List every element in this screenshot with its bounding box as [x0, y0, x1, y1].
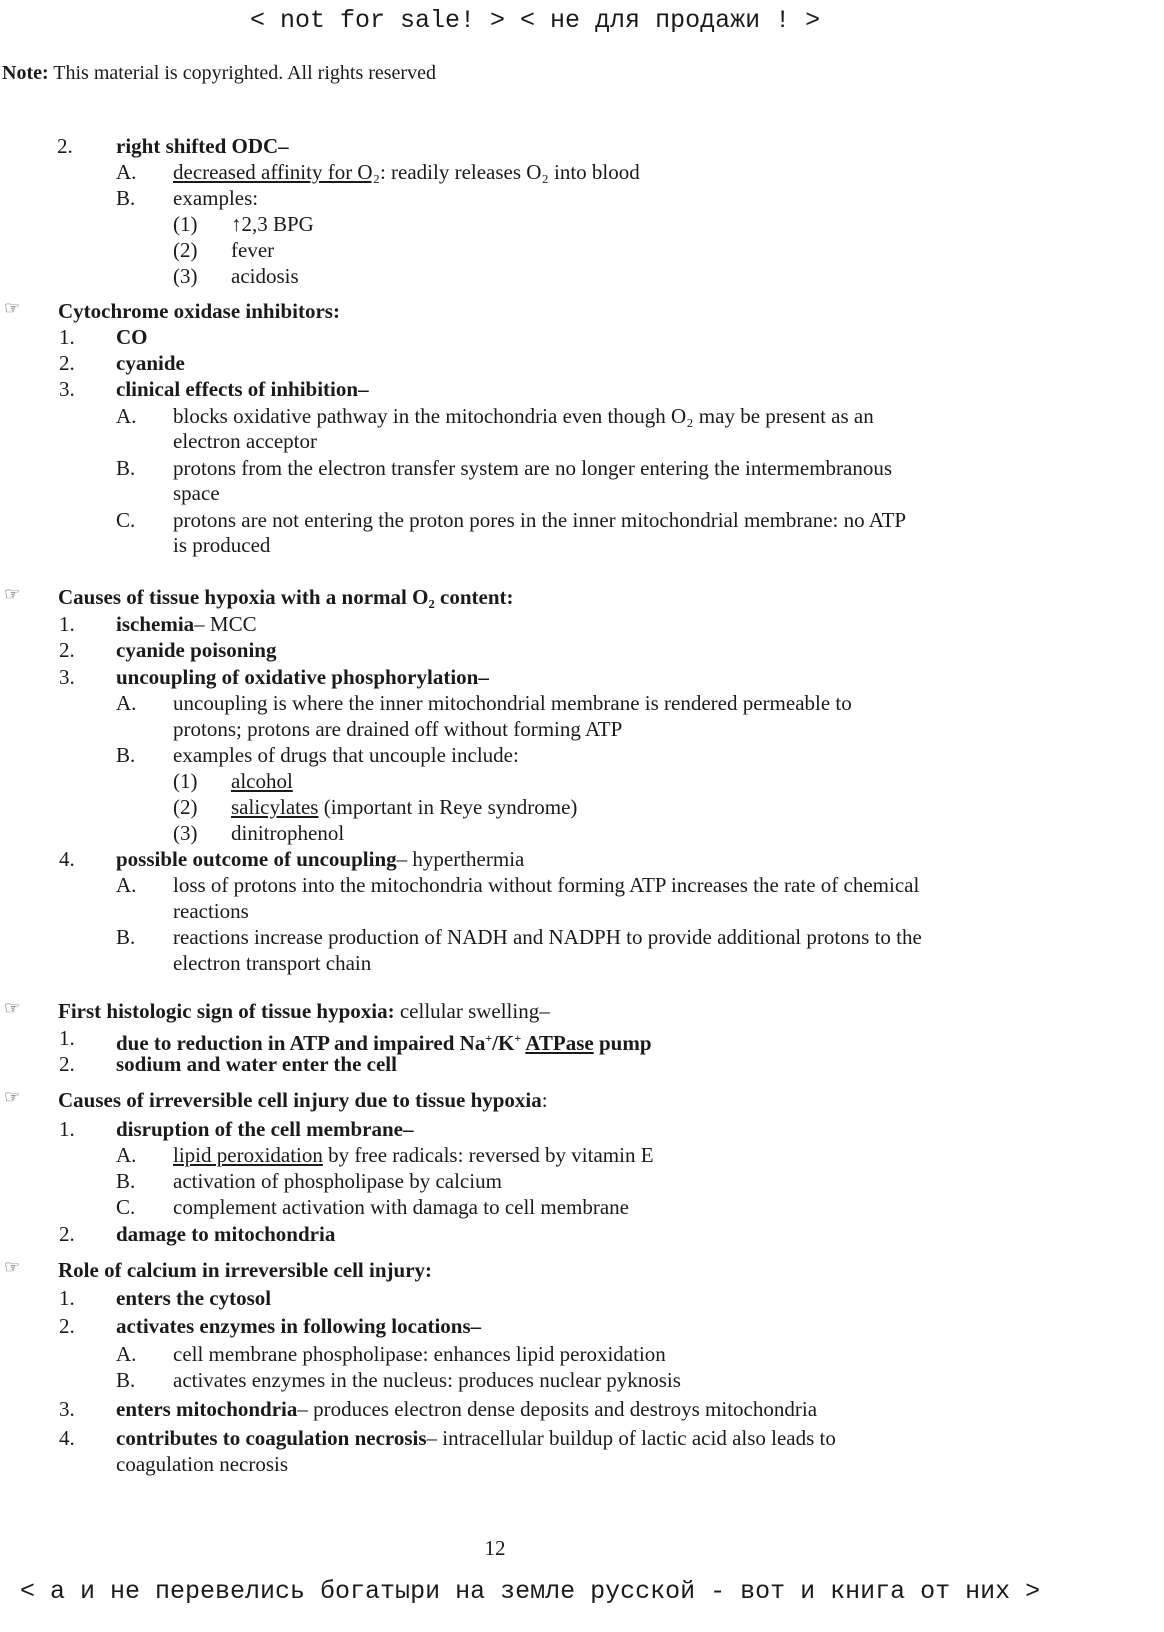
- s2-a-line1: blocks oxidative pathway in the mitochondria even though O₂ may be present as an: [173, 404, 874, 428]
- s6-item3-bold: enters mitochondria: [116, 1397, 298, 1421]
- s6-num: 4.: [59, 1426, 75, 1450]
- s5-c-text: complement activation with damaga to cell membrane: [173, 1195, 630, 1219]
- s5-b-num: B.: [116, 1169, 136, 1193]
- s3-drug-num: (2): [173, 795, 198, 819]
- s1-item-num: (1): [173, 212, 198, 236]
- s3-b-line1: examples of drugs that uncouple include:: [173, 743, 519, 767]
- s5-num: 1.: [59, 1117, 75, 1141]
- s4-item1-slash: /K: [492, 1031, 515, 1055]
- s6-a-num: A.: [116, 1342, 137, 1366]
- s3-num: 2.: [59, 638, 75, 662]
- s1-num: 2.: [57, 134, 73, 158]
- s5-colon: :: [541, 1088, 548, 1112]
- s1-b-num: B.: [116, 186, 136, 210]
- copyright-note: [2, 60, 436, 86]
- note-text: This material is copyrighted. All rights reserved: [48, 62, 436, 84]
- s6-b-text: activates enzymes in the nucleus: produces nuclear pyknosis: [173, 1368, 681, 1392]
- s3-a-line1: uncoupling is where the inner mitochondrial membrane is rendered permeable to: [173, 691, 852, 715]
- s4-item2: sodium and water enter the cell: [116, 1052, 397, 1076]
- s5-item2: damage to mitochondria: [116, 1222, 336, 1246]
- s4-num: 1.: [59, 1026, 75, 1050]
- s6-item4-rest: – intracellular buildup of lactic acid also leads to: [426, 1426, 836, 1450]
- s1-item-text: ↑2,3 BPG: [231, 212, 314, 236]
- s1-a-underlined: decreased affinity for O₂: [173, 160, 380, 184]
- pointing-hand-icon: ☞: [4, 584, 21, 604]
- s4-atpase: ATPase: [525, 1031, 594, 1055]
- s2-c-line2: is produced: [173, 533, 271, 557]
- s3-item4-rest: – hyperthermia: [396, 847, 525, 871]
- s1-item-text: acidosis: [231, 264, 299, 288]
- s3-item1-rest: – MCC: [194, 612, 257, 636]
- s2-b-num: B.: [116, 456, 136, 480]
- s5-item1: disruption of the cell membrane–: [116, 1117, 414, 1141]
- s3-b4-num: B.: [116, 925, 136, 949]
- s6-item1: enters the cytosol: [116, 1286, 272, 1310]
- s2-num: 1.: [59, 325, 75, 349]
- pointing-hand-icon: ☞: [4, 998, 21, 1018]
- s3-drug-note: (important in Reye syndrome): [318, 795, 578, 819]
- s1-a-num: A.: [116, 160, 137, 184]
- page-number: 12: [484, 1536, 506, 1560]
- s2-item: clinical effects of inhibition–: [116, 377, 369, 401]
- s2-a-num: A.: [116, 404, 137, 428]
- s3-title: Causes of tissue hypoxia with a normal O₂ content:: [58, 585, 514, 609]
- s4-item1-b: pump: [593, 1031, 652, 1055]
- s3-item2: cyanide poisoning: [116, 638, 277, 662]
- header-banner: < not for sale! > < не для продажи ! >: [250, 6, 821, 35]
- s4-sup-plus: +: [514, 1031, 522, 1045]
- pointing-hand-icon: ☞: [4, 298, 21, 318]
- s5-a-rest: by free radicals: reversed by vitamin E: [322, 1143, 654, 1167]
- s6-num: 2.: [59, 1314, 75, 1338]
- s1-b-text: examples:: [173, 186, 259, 210]
- s6-item4-bold: contributes to coagulation necrosis: [116, 1426, 427, 1450]
- footer-banner: < а и не перевелись богатыри на земле русской - вот и книга от них >: [20, 1577, 1041, 1606]
- s3-num: 3.: [59, 665, 75, 689]
- s4-title: First histologic sign of tissue hypoxia:: [58, 999, 395, 1023]
- s1-item-num: (2): [173, 238, 198, 262]
- s4-item1-a: due to reduction in ATP and impaired Na: [116, 1031, 486, 1055]
- s3-a4-line2: reactions: [173, 899, 249, 923]
- s4-sup-plus: +: [485, 1031, 493, 1045]
- s3-b-num: B.: [116, 743, 136, 767]
- s5-c-num: C.: [116, 1195, 136, 1219]
- s4-num: 2.: [59, 1052, 75, 1076]
- pointing-hand-icon: ☞: [4, 1087, 21, 1107]
- s6-title: Role of calcium in irreversible cell injury:: [58, 1258, 433, 1282]
- s2-b-line2: space: [173, 481, 220, 505]
- s5-num: 2.: [59, 1222, 75, 1246]
- s2-num: 2.: [59, 351, 75, 375]
- s3-b4-line1: reactions increase production of NADH and NADPH to provide additional protons to the: [173, 925, 922, 949]
- s3-num: 4.: [59, 847, 75, 871]
- s6-b-num: B.: [116, 1368, 136, 1392]
- s2-a-line2: electron acceptor: [173, 429, 317, 453]
- s5-b-text: activation of phospholipase by calcium: [173, 1169, 502, 1193]
- s2-b-line1: protons from the electron transfer system are no longer entering the intermembranous: [173, 456, 893, 480]
- s5-a-underlined: lipid peroxidation: [173, 1143, 323, 1167]
- note-label: Note:: [2, 62, 49, 84]
- s3-drug-dinitrophenol: dinitrophenol: [231, 821, 345, 845]
- s2-num: 3.: [59, 377, 75, 401]
- s1-item-num: (3): [173, 264, 198, 288]
- s3-drug-salicylates: salicylates: [231, 795, 319, 819]
- s3-drug-num: (1): [173, 769, 198, 793]
- s3-num: 1.: [59, 612, 75, 636]
- s6-item2: activates enzymes in following locations–: [116, 1314, 482, 1338]
- pointing-hand-icon: ☞: [4, 1257, 21, 1277]
- s1-title: right shifted ODC–: [116, 134, 289, 158]
- s6-num: 3.: [59, 1397, 75, 1421]
- s5-title: Causes of irreversible cell injury due to tissue hypoxia: [58, 1088, 542, 1112]
- s6-item4-cont: coagulation necrosis: [116, 1452, 289, 1476]
- s2-item: CO: [116, 325, 148, 349]
- s3-drug-num: (3): [173, 821, 198, 845]
- s6-a-text: cell membrane phospholipase: enhances lipid peroxidation: [173, 1342, 666, 1366]
- s2-c-line1: protons are not entering the proton pores in the inner mitochondrial membrane: no ATP: [173, 508, 907, 532]
- s4-title-rest: cellular swelling–: [394, 999, 550, 1023]
- s3-a-line2: protons; protons are drained off without forming ATP: [173, 717, 623, 741]
- s1-item-text: fever: [231, 238, 275, 262]
- s6-item3-rest: – produces electron dense deposits and destroys mitochondria: [297, 1397, 818, 1421]
- s2-c-num: C.: [116, 508, 136, 532]
- s2-item: cyanide: [116, 351, 185, 375]
- s3-item1-bold: ischemia: [116, 612, 195, 636]
- s3-a-num: A.: [116, 691, 137, 715]
- s3-drug-alcohol: alcohol: [231, 769, 293, 793]
- s3-item3: uncoupling of oxidative phosphorylation–: [116, 665, 489, 689]
- s5-a-num: A.: [116, 1143, 137, 1167]
- s3-item4-bold: possible outcome of uncoupling: [116, 847, 397, 871]
- s6-num: 1.: [59, 1286, 75, 1310]
- s3-a4-line1: loss of protons into the mitochondria without forming ATP increases the rate of chemical: [173, 873, 920, 897]
- s1-a-rest: : readily releases O₂ into blood: [379, 160, 640, 184]
- s2-title: Cytochrome oxidase inhibitors:: [58, 299, 340, 323]
- s3-b4-line2: electron transport chain: [173, 951, 372, 975]
- s3-a4-num: A.: [116, 873, 137, 897]
